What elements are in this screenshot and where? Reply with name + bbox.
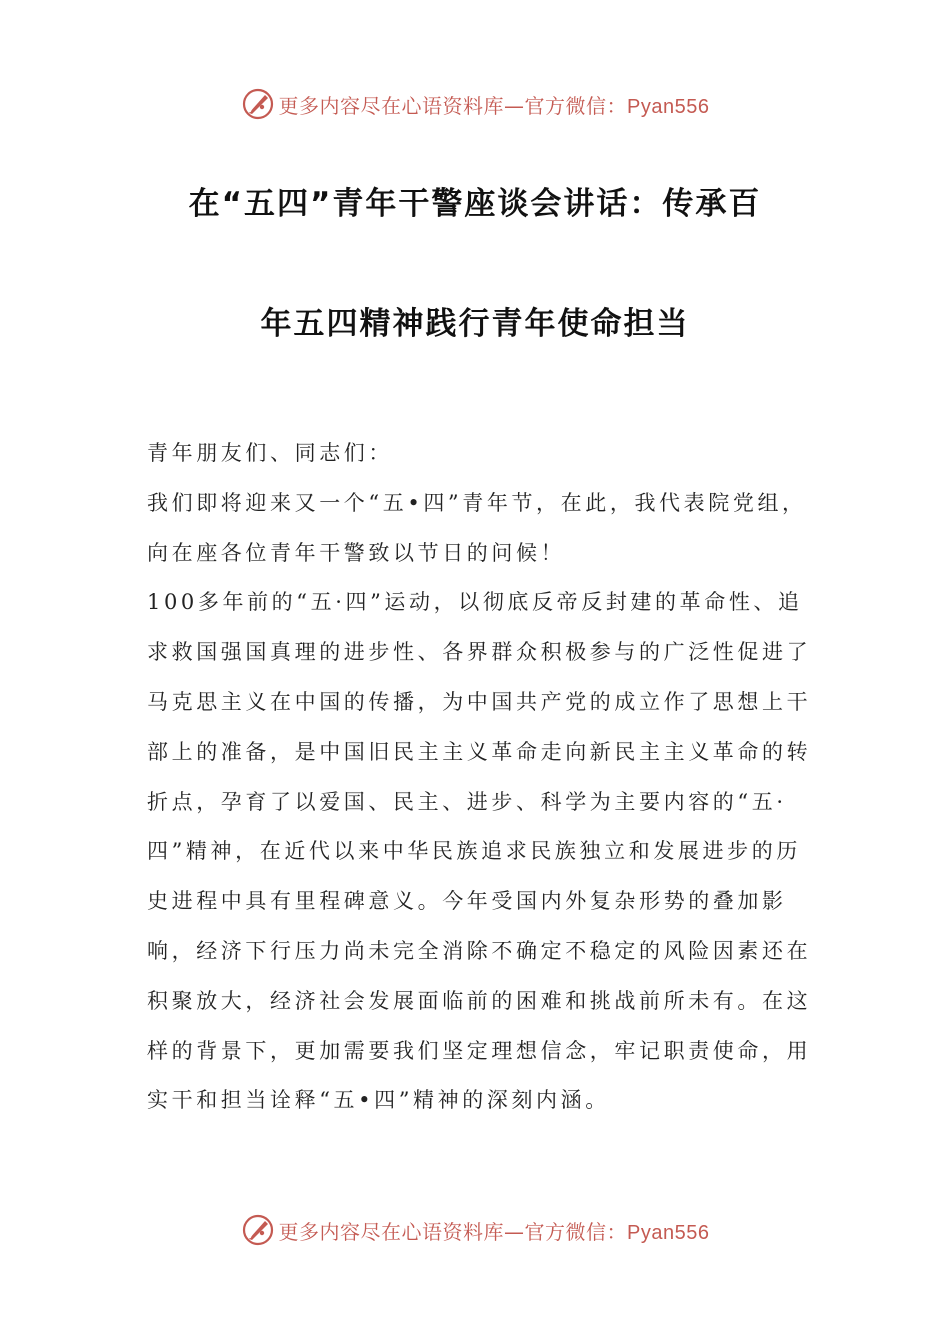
watermark-separator: — bbox=[504, 93, 525, 118]
greeting-paragraph: 我们即将迎来又一个“五•四”青年节，在此，我代表院党组，向在座各位青年干警致以节日的问候！ bbox=[147, 490, 807, 565]
watermark-contact: 官方微信： bbox=[524, 1219, 628, 1244]
watermark-separator: — bbox=[504, 1219, 525, 1244]
watermark-text bbox=[279, 90, 710, 119]
salutation-paragraph: 青年朋友们、同志们： bbox=[147, 441, 393, 465]
document-body bbox=[147, 429, 812, 1126]
watermark-brand: 更多内容尽在心语资料库 bbox=[278, 93, 505, 118]
document-title-line-1: 在“五四”青年干警座谈会讲话：传承百 bbox=[188, 186, 762, 222]
history-paragraph: 100多年前的“五·四”运动，以彻底反帝反封建的革命性、追求救国强国真理的进步性、各界群众积极参与的广泛性促进了马克思主义在中国的传播，为中国共产党的成立作了思想上干部上的准备，是中国旧民主主义革命走向新民主主义革命的转折点，孕育了以爱国、民主、进步、科学为主要内容的“五·四”精神，在近代以来中华民族追求民族独立和发展进步的历史进程中具有里程碑意义。今年受国内外复杂形势的叠加影响，经济下行压力尚未完全消除不确定不稳定的风险因素还在积聚放大，经济社会发展面临前的困难和挑战前所未有。在这样的背景下，更加需要我们坚定理想信念，牢记职责使命，用实干和担当诠释“五•四”精神的深刻内涵。 bbox=[147, 590, 812, 1113]
watermark-wechat-id: Pyan556 bbox=[627, 1221, 710, 1244]
document-title-line-2: 年五四精神践行青年使命担当 bbox=[260, 306, 690, 342]
header-watermark bbox=[0, 84, 950, 124]
quill-pen-logo-icon bbox=[241, 87, 275, 121]
watermark-wechat-id: Pyan556 bbox=[627, 95, 710, 118]
watermark-text bbox=[279, 1216, 710, 1245]
quill-pen-logo-icon bbox=[241, 1213, 275, 1247]
watermark-contact: 官方微信： bbox=[524, 93, 628, 118]
watermark-brand: 更多内容尽在心语资料库 bbox=[278, 1219, 505, 1244]
footer-watermark bbox=[0, 1210, 950, 1250]
